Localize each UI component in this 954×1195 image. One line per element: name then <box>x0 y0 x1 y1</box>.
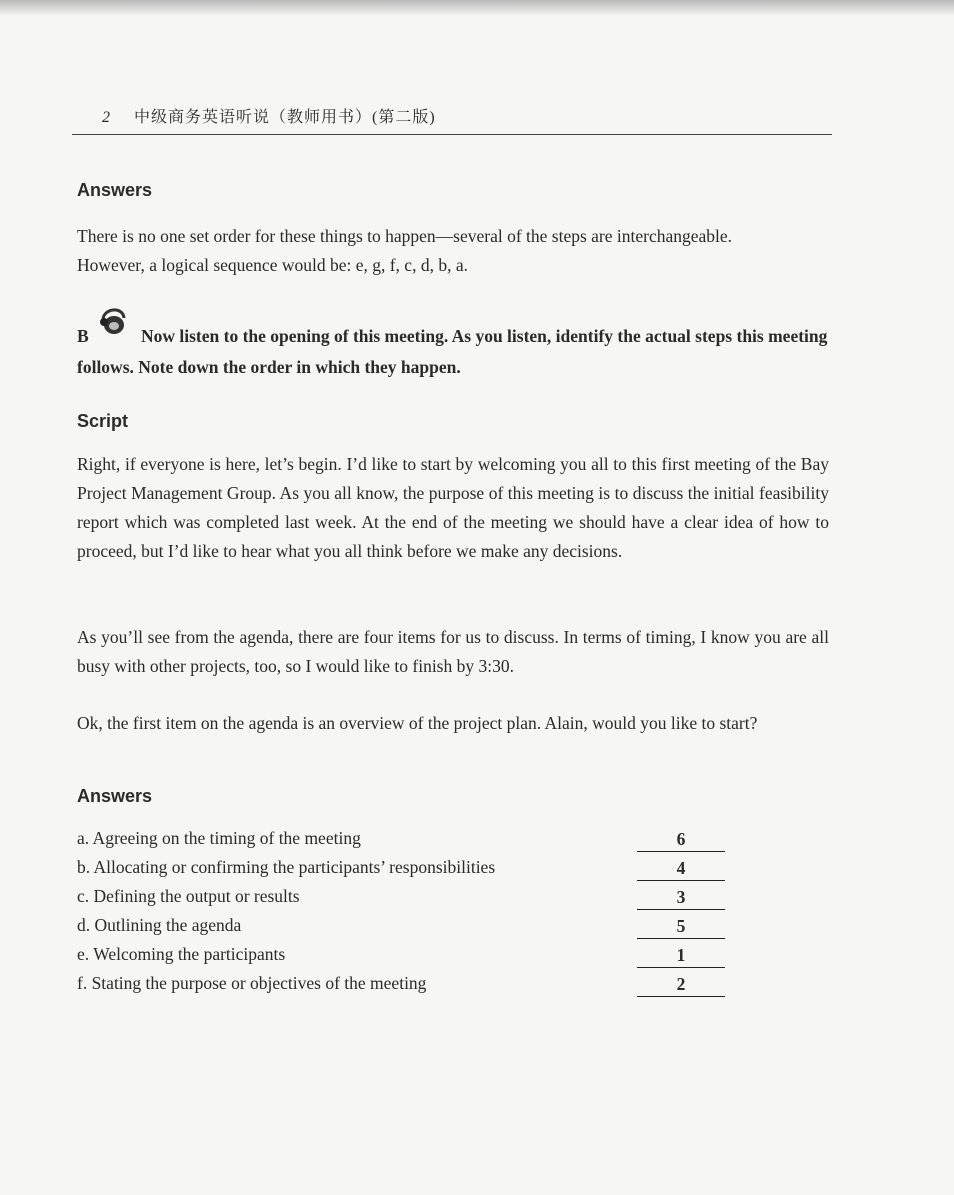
task-b-instruction <box>77 318 829 383</box>
header-rule <box>72 134 832 135</box>
step-label: b. Allocating or confirming the participants’ responsibilities <box>77 857 496 877</box>
book-title: 中级商务英语听说（教师用书）(第二版) <box>134 109 436 126</box>
task-letter: B <box>77 326 89 346</box>
list-item <box>77 886 737 915</box>
step-order: 4 <box>637 857 725 881</box>
answers-heading-b: Answers <box>77 786 153 806</box>
page-edge-shadow <box>0 0 954 16</box>
step-label: d. Outlining the agenda <box>77 915 242 935</box>
step-order: 2 <box>637 973 725 997</box>
step-label: e. Welcoming the participants <box>77 944 286 964</box>
list-item <box>77 857 737 886</box>
answers-heading-a: Answers <box>77 180 153 200</box>
answers-a-line-1: There is no one set order for these things to happen—several of the steps are interchangeable. <box>77 226 733 246</box>
step-order: 5 <box>637 915 725 939</box>
step-label: a. Agreeing on the timing of the meeting <box>77 828 361 848</box>
answers-b-list <box>77 828 737 1002</box>
list-item <box>77 944 737 973</box>
step-label: c. Defining the output or results <box>77 886 300 906</box>
running-header <box>72 104 832 127</box>
headphones-listening-icon <box>99 304 127 338</box>
script-paragraph-1: Right, if everyone is here, let’s begin. I’d like to start by welcoming you all to this first meeting of the Bay Project Management Group. As you all know, the purpose of this meeting is to discuss the initial feasibility report which was completed last week. At the end of the meeting we should have a clear idea of how to proceed, but I’d like to hear what you all think before we make any decisions. <box>77 454 829 561</box>
step-order: 3 <box>637 886 725 910</box>
script-paragraph-2: As you’ll see from the agenda, there are four items for us to discuss. In terms of timing, I know you are all busy with other projects, too, so I would like to finish by 3:30. <box>77 627 829 676</box>
answers-a-text <box>77 222 829 280</box>
step-order: 6 <box>637 828 725 852</box>
task-b-text: Now listen to the opening of this meeting. As you listen, identify the actual steps this meeting follows. Note down the order in which they happen. <box>77 326 828 377</box>
script-paragraph-3: Ok, the first item on the agenda is an overview of the project plan. Alain, would you like to start? <box>77 713 758 733</box>
list-item <box>77 973 737 1002</box>
answers-a-line-2: However, a logical sequence would be: e, g, f, c, d, b, a. <box>77 255 468 275</box>
page-number: 2 <box>102 109 111 126</box>
list-item <box>77 828 737 857</box>
list-item <box>77 915 737 944</box>
step-label: f. Stating the purpose or objectives of the meeting <box>77 973 427 993</box>
step-order: 1 <box>637 944 725 968</box>
script-heading: Script <box>77 411 129 431</box>
